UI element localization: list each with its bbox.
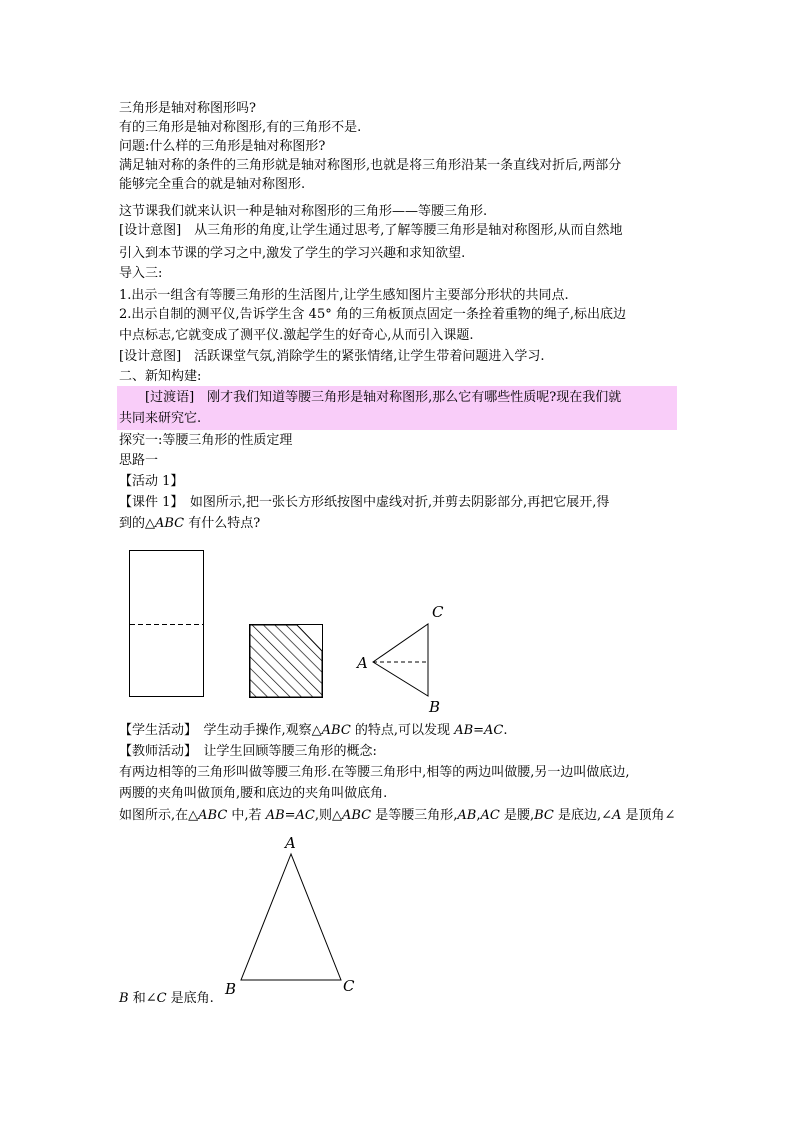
vertex-b-label: B <box>225 980 237 998</box>
student-activity: 【学生活动】 学生动手操作,观察△ABC 的特点,可以发现 AB=AC. <box>119 723 508 738</box>
definition-line-1: 有两边相等的三角形叫做等腰三角形.在等腰三角形中,相等的两边叫做腰,另一边叫做底边, <box>119 765 630 780</box>
vertex-c-label: C <box>343 977 355 995</box>
teacher-activity: 【教师活动】 让学生回顾等腰三角形的概念: <box>119 744 377 759</box>
label-c: C <box>432 603 444 621</box>
definition-line-2: 两腰的夹角叫做顶角,腰和底边的夹角叫做底角. <box>119 786 388 801</box>
text-line-4: 满足轴对称的条件的三角形就是轴对称图形,也就是将三角形沿某一条直线对折后,两部分 <box>119 158 622 173</box>
text-line-12: 中点标志,它就变成了测平仪.激起学生的好奇心,从而引入课题. <box>119 328 474 343</box>
text-line-11: 2.出示自制的测平仪,告诉学生含 45° 角的三角板顶点固定一条拴着重物的绳子,标出底边 <box>119 307 626 322</box>
text-line-5: 能够完全重合的就是轴对称图形. <box>119 177 306 192</box>
text-line-13: [设计意图] 活跃课堂气氛,消除学生的紧张情绪,让学生带着问题进入学习. <box>119 349 545 364</box>
text-line-9: 导入三: <box>119 266 163 281</box>
text-line-7: [设计意图] 从三角形的角度,让学生通过思考,了解等腰三角形是轴对称图形,从而自然地 <box>119 223 623 238</box>
isosceles-triangle <box>241 854 341 980</box>
transition-line-1: [过渡语] 刚才我们知道等腰三角形是轴对称图形,那么它有哪些性质呢?现在我们就 <box>119 390 622 405</box>
vertex-a-label: A <box>285 834 296 852</box>
base-angle-line: B 和∠C 是底角. <box>119 991 214 1006</box>
activity-heading: 【活动 1】 <box>119 474 184 489</box>
text-line-8: 引入到本节课的学习之中,激发了学生的学习兴趣和求知欲望. <box>119 246 466 261</box>
text-line-3: 问题:什么样的三角形是轴对称图形? <box>119 139 326 154</box>
idea-heading: 思路一 <box>119 453 159 468</box>
explore-heading: 探究一:等腰三角形的性质定理 <box>119 433 293 448</box>
courseware-line-1: 【课件 1】 如图所示,把一张长方形纸按图中虚线对折,并剪去阴影部分,再把它展开,得 <box>119 495 610 510</box>
figure-sentence: 如图所示,在△ABC 中,若 AB=AC,则△ABC 是等腰三角形,AB,AC 是腰,BC 是底边,∠A 是顶角∠ <box>119 808 676 823</box>
courseware-line-2: 到的△ABC 有什么特点? <box>119 516 261 531</box>
text-line-1: 三角形是轴对称图形吗? <box>119 101 256 116</box>
text-line-10: 1.出示一组含有等腰三角形的生活图片,让学生感知图片主要部分形状的共同点. <box>119 288 569 303</box>
label-b: B <box>429 698 441 716</box>
label-a: A <box>357 654 368 672</box>
text-line-2: 有的三角形是轴对称图形,有的三角形不是. <box>119 120 362 135</box>
transition-line-2: 共同来研究它. <box>119 411 202 426</box>
text-line-6: 这节课我们就来认识一种是轴对称图形的三角形——等腰三角形. <box>119 204 488 219</box>
text-line-14: 二、新知构建: <box>119 369 202 384</box>
